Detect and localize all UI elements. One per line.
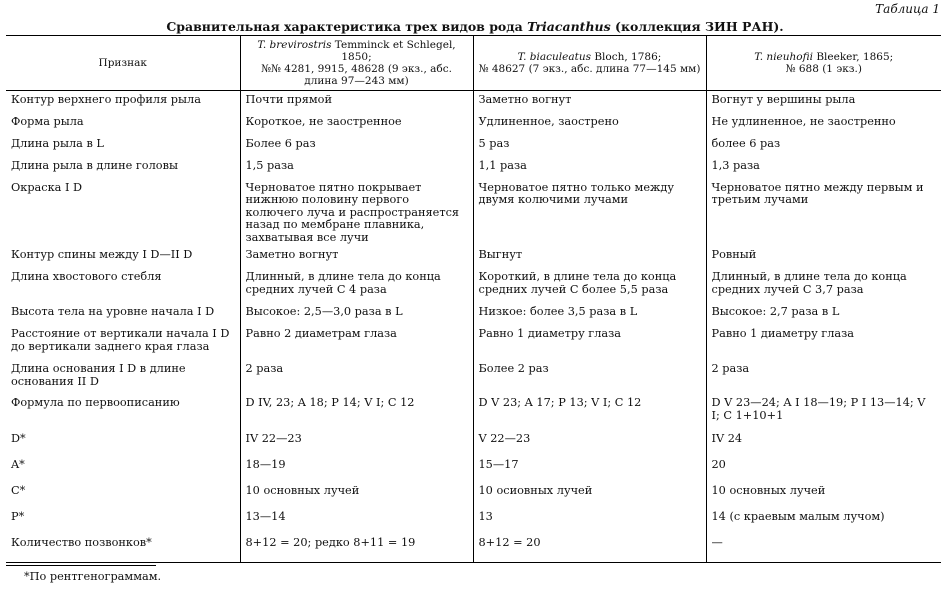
value-cell: — [706, 534, 941, 562]
value-cell: Заметно вогнут [473, 91, 706, 113]
value-cell: 8+12 = 20 [473, 534, 706, 562]
table-row [6, 534, 941, 562]
table-row [6, 113, 941, 135]
table-row [6, 157, 941, 179]
feature-cell: Высота тела на уровне начала I D [11, 305, 215, 318]
value-cell: 10 основных лучей [240, 482, 473, 508]
value-cell: Короткий, в длине тела до конца средних лучей C более 5,5 раза [473, 268, 706, 303]
value-cell: 10 осиовных лучей [473, 482, 706, 508]
table-row [6, 430, 941, 456]
feature-cell: Формула по первоописанию [11, 396, 180, 409]
table-row [6, 482, 941, 508]
feature-cell: A* [11, 458, 25, 471]
value-cell: IV 24 [706, 430, 941, 456]
value-cell: Выгнут [473, 246, 706, 268]
value-cell: Удлиненное, заострено [473, 113, 706, 135]
value-cell: 1,1 раза [473, 157, 706, 179]
feature-cell: Форма рыла [11, 114, 84, 128]
value-cell: 1,3 раза [706, 157, 941, 179]
feature-cell: Длина рыла в L [11, 136, 104, 150]
feature-cell: Длина основания I D в длине основания II D [11, 362, 186, 388]
value-cell: Вогнут у вершины рыла [706, 91, 941, 113]
value-cell: более 6 раз [706, 135, 941, 157]
header-row [6, 36, 941, 91]
footnote: *По рентгенограммам. [24, 570, 162, 583]
value-cell: Более 2 раз [473, 360, 706, 394]
value-cell: Равно 1 диаметру глаза [706, 325, 941, 360]
caption-text: Сравнительная характеристика трех видов рода [166, 19, 528, 34]
value-cell: Не удлиненное, не заостренно [706, 113, 941, 135]
value-cell: D V 23; A 17; P 13; V I; C 12 [473, 394, 706, 430]
value-cell: 10 основных лучей [706, 482, 941, 508]
comparison-table [6, 35, 941, 563]
table-row [6, 303, 941, 325]
value-cell: D IV, 23; A 18; P 14; V I; C 12 [240, 394, 473, 430]
table-row [6, 394, 941, 430]
value-cell: 15—17 [473, 456, 706, 482]
value-cell: Заметно вогнут [240, 246, 473, 268]
value-cell: Черноватое пятно только между двумя колючими лучами [473, 179, 706, 247]
value-cell: Длинный, в длине тела до конца средних лучей C 3,7 раза [706, 268, 941, 303]
value-cell: Короткое, не заостренное [240, 113, 473, 135]
value-cell: Низкое: более 3,5 раза в L [473, 303, 706, 325]
value-cell: 13 [473, 508, 706, 534]
value-cell: Высокое: 2,7 раза в L [706, 303, 941, 325]
feature-cell: Контур верхнего профиля рыла [11, 93, 201, 106]
feature-cell: Количество позвонков* [6, 534, 240, 562]
feature-cell: Длина хвостового стебля [11, 270, 162, 283]
footnote-divider [6, 565, 156, 566]
value-cell: D V 23—24; A I 18—19; P I 13—14; V I; C 1+10+1 [706, 394, 941, 430]
header-species-3: T. nieuhofii Bleeker, 1865; № 688 (1 экз.) [706, 36, 941, 91]
value-cell: V 22—23 [473, 430, 706, 456]
header-species-2: T. biaculeatus Bloch, 1786; № 48627 (7 экз., абс. длина 77—145 мм) [473, 36, 706, 91]
value-cell: Длинный, в длине тела до конца средних лучей C 4 раза [240, 268, 473, 303]
value-cell: 13—14 [240, 508, 473, 534]
value-cell: Черноватое пятно между первым и третьим лучами [706, 179, 941, 247]
feature-cell: P* [11, 510, 25, 523]
table-row [6, 246, 941, 268]
feature-cell: Расстояние от вертикали начала I D до вертикали заднего края глаза [11, 327, 230, 353]
value-cell: 5 раз [473, 135, 706, 157]
value-cell: 1,5 раза [240, 157, 473, 179]
table-row [6, 268, 941, 303]
feature-cell: Окраска I D [11, 180, 83, 194]
value-cell: 18—19 [240, 456, 473, 482]
header-feature: Признак [6, 36, 240, 91]
value-cell: 2 раза [706, 360, 941, 394]
value-cell: Равно 1 диаметру глаза [473, 325, 706, 360]
table-row [6, 508, 941, 534]
value-cell: 20 [706, 456, 941, 482]
value-cell: Почти прямой [240, 91, 473, 113]
table-row [6, 456, 941, 482]
table-number: Таблица 1 [875, 2, 940, 16]
value-cell: Равно 2 диаметрам глаза [240, 325, 473, 360]
feature-cell: Длина рыла в длине головы [11, 158, 178, 172]
header-species-1: T. brevirostris Temminck et Schlegel, 1850; №№ 4281, 9915, 48628 (9 экз., абс. длина 97—243 мм) [240, 36, 473, 91]
feature-cell: Контур спины между I D—II D [11, 248, 193, 261]
value-cell: IV 22—23 [240, 430, 473, 456]
value-cell: 14 (с краевым малым лучом) [706, 508, 941, 534]
table-caption [0, 19, 950, 34]
value-cell: Более 6 раз [240, 135, 473, 157]
feature-cell: C* [11, 484, 26, 497]
value-cell: Черноватое пятно покрывает нижнюю половину первого колючего луча и распространяется назад по мембране плавника, захватывая все лучи [240, 179, 473, 247]
table-row [6, 135, 941, 157]
table-row [6, 325, 941, 360]
table-row [6, 360, 941, 394]
value-cell: 8+12 = 20; редко 8+11 = 19 [240, 534, 473, 562]
value-cell: Ровный [706, 246, 941, 268]
caption-genus: Triacanthus [527, 19, 611, 34]
table-row [6, 91, 941, 113]
feature-cell: D* [11, 432, 26, 445]
value-cell: 2 раза [240, 360, 473, 394]
table-row [6, 179, 941, 247]
value-cell: Высокое: 2,5—3,0 раза в L [240, 303, 473, 325]
caption-text-end: (коллекция ЗИН РАН). [610, 19, 784, 34]
